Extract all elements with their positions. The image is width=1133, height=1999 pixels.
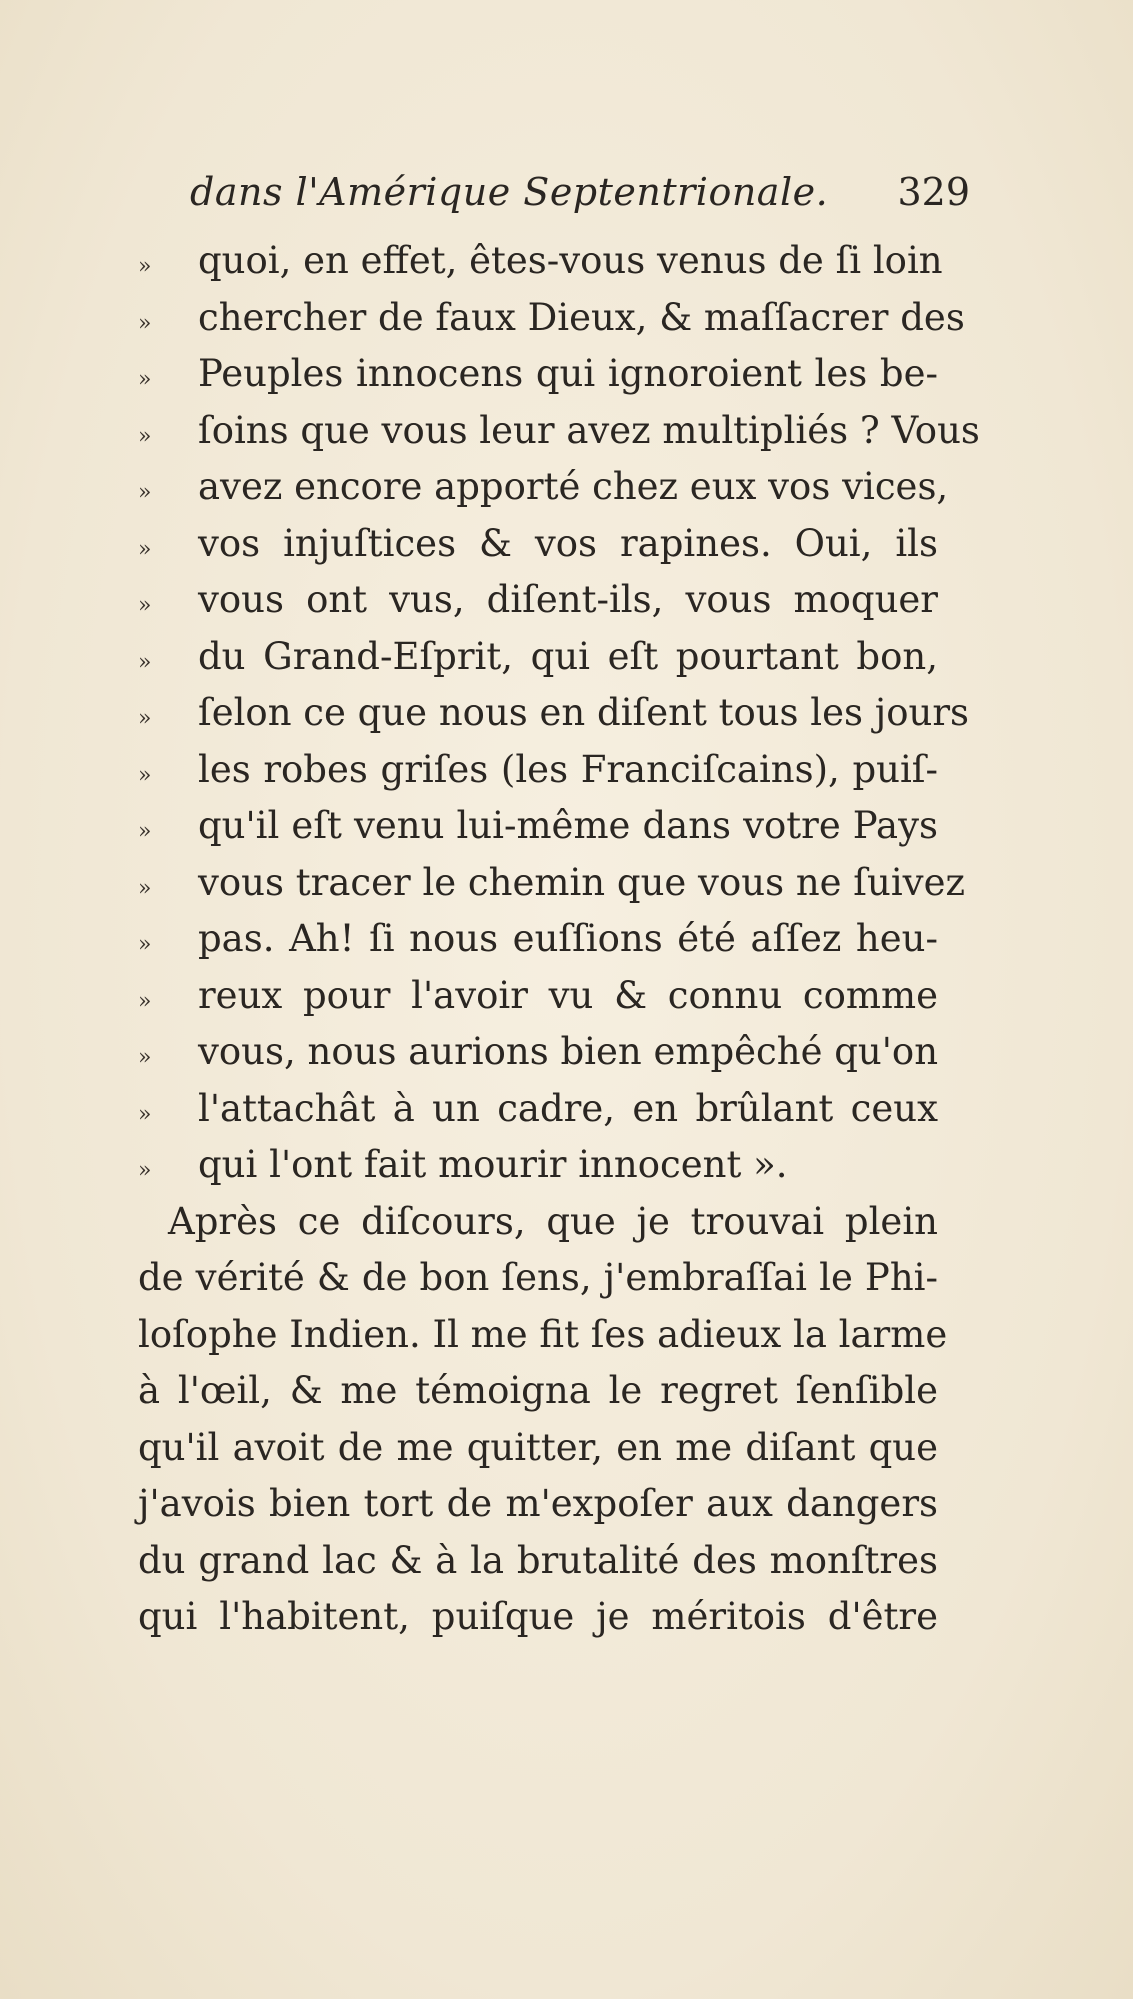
- quoted-line: [138, 403, 980, 460]
- quoted-line: [138, 1137, 938, 1194]
- paragraph-line: j'avois bien tort de m'expoſer aux dangers: [138, 1482, 938, 1525]
- quoted-line: [138, 629, 938, 686]
- paragraph-line: Après ce diſcours, que je trouvai plein: [168, 1199, 938, 1243]
- quotation-mark: »: [138, 367, 152, 392]
- quoted-line: [138, 516, 938, 573]
- quoted-line-text: les robes griſes (les Franciſcains), puiſ-: [198, 747, 938, 791]
- quoted-line: [138, 1081, 938, 1138]
- quotation-mark: »: [138, 593, 152, 618]
- paragraph-line: qu'il avoit de me quitter, en me diſant que: [138, 1425, 938, 1469]
- quoted-line-text: qu'il eſt venu lui-même dans votre Pays: [198, 804, 938, 847]
- quoted-line: [138, 1024, 938, 1081]
- paragraph-line: loſophe Indien. Il me fit ſes adieux la larme: [138, 1312, 948, 1356]
- running-head: dans l'Amérique Septentrionale.: [190, 170, 829, 214]
- quoted-line-text: vous tracer le chemin que vous ne ſuivez: [198, 860, 965, 904]
- quoted-line: [138, 911, 938, 968]
- paragraph-line: du grand lac & à la brutalité des monſtres: [138, 1538, 938, 1582]
- paragraph-line: qui l'habitent, puiſque je méritois d'être: [138, 1595, 938, 1638]
- quoted-line: [138, 685, 970, 742]
- quoted-line: [138, 459, 949, 516]
- quoted-line-text: vous ont vus, diſent-ils, vous moquer: [198, 578, 938, 621]
- paragraph-line: à l'œil, & me témoigna le regret ſenſible: [138, 1369, 938, 1412]
- quoted-line: [138, 968, 938, 1025]
- page-header: [190, 170, 970, 230]
- quoted-line-text: l'attachât à un cadre, en brûlant ceux: [198, 1086, 938, 1130]
- quotation-mark: »: [138, 932, 152, 957]
- quoted-line-text: ſelon ce que nous en diſent tous les jours: [198, 691, 970, 734]
- quotation-mark: »: [138, 254, 152, 279]
- quoted-line-text: vous, nous aurions bien empêché qu'on: [198, 1030, 939, 1073]
- quotation-mark: »: [138, 762, 152, 788]
- quotation-mark: »: [138, 706, 152, 731]
- quotation-mark: »: [138, 1101, 152, 1127]
- quoted-line-text: Peuples innocens qui ignoroient les be-: [198, 352, 938, 395]
- quoted-line: [138, 290, 965, 347]
- quoted-line-text: chercher de faux Dieux, & maſſacrer des: [198, 295, 965, 339]
- paragraph-line: de vérité & de bon ſens, j'embraſſai le Phi-: [138, 1256, 938, 1299]
- quotation-mark: »: [138, 649, 152, 675]
- paragraph: [138, 1194, 948, 1646]
- page-body: [138, 233, 980, 1646]
- quotation-mark: »: [138, 1045, 152, 1070]
- quoted-line: [138, 346, 938, 403]
- quoted-line: [138, 233, 943, 290]
- quoted-line-text: avez encore apporté chez eux vos vices,: [198, 465, 949, 508]
- quoted-line-text: ſoins que vous leur avez multipliés ? Vous: [198, 408, 980, 452]
- quoted-line: [138, 798, 938, 855]
- quotation-mark: »: [138, 875, 152, 901]
- quoted-line: [138, 855, 965, 912]
- quoted-line-text: qui l'ont fait mourir innocent ».: [198, 1143, 788, 1186]
- quoted-line-text: reux pour l'avoir vu & connu comme: [198, 973, 938, 1017]
- quoted-line-text: pas. Ah! ſi nous euſſions été aſſez heu-: [198, 917, 938, 960]
- quotation-mark: »: [138, 310, 152, 336]
- quotation-mark: »: [138, 819, 152, 844]
- quotation-mark: »: [138, 536, 152, 562]
- quoted-line-text: du Grand-Eſprit, qui eſt pourtant bon,: [198, 634, 938, 678]
- quotation-mark: »: [138, 480, 152, 505]
- quoted-line-text: vos injuſtices & vos rapines. Oui, ils: [198, 521, 938, 565]
- quoted-line-text: quoi, en effet, êtes-vous venus de ſi loin: [198, 239, 943, 282]
- quotation-mark: »: [138, 423, 152, 449]
- page-number: 329: [897, 170, 970, 214]
- quotation-mark: »: [138, 1158, 152, 1183]
- quoted-speech-block: [138, 233, 980, 1194]
- quoted-line: [138, 572, 938, 629]
- quotation-mark: »: [138, 988, 152, 1014]
- quoted-line: [138, 742, 938, 799]
